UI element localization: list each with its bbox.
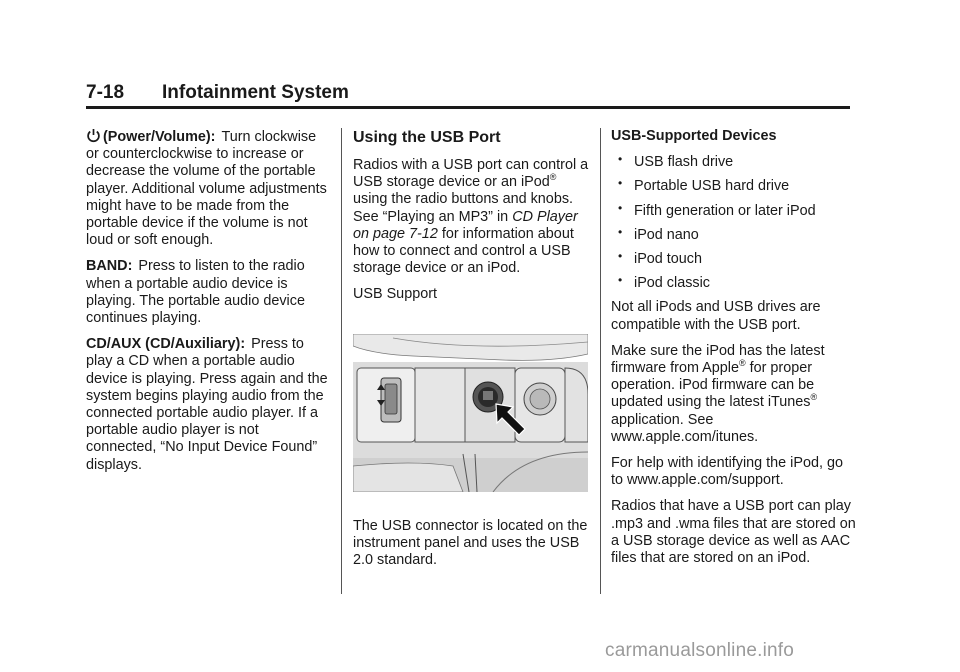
device-name: Fifth generation or later iPod (634, 202, 816, 219)
power-volume-term: (Power/Volume): (103, 129, 216, 145)
usb-caption: The USB connector is located on the instrument panel and uses the USB 2.0 standard. (353, 517, 588, 569)
usb-intro-text: Radios with a USB port can control a USB storage device or an iPod (353, 157, 589, 191)
page-number: 7-18 (86, 82, 125, 103)
usb-devices-subhead: USB-Supported Devices (611, 128, 777, 144)
usb-port-photo (353, 334, 588, 492)
chapter-title: Infotainment System (162, 82, 349, 103)
list-item (611, 154, 856, 171)
cd-player-link[interactable]: CD Player on page 7-12 (353, 208, 578, 242)
list-item (611, 251, 856, 268)
device-name: iPod touch (634, 251, 703, 268)
section-heading: Using the USB Port (353, 129, 501, 146)
bullet-icon: • (618, 152, 623, 167)
column-left (86, 128, 331, 483)
list-item (611, 200, 856, 220)
usb-intro-paragraph (353, 157, 591, 277)
power-volume-paragraph (86, 128, 331, 249)
firmware-text-2: for proper operation. iPod firmware can be updated using the latest iTunes (611, 360, 815, 411)
device-list (611, 154, 856, 292)
band-paragraph (86, 258, 331, 327)
bullet-icon: • (618, 224, 623, 239)
usb-support-subhead: USB Support (353, 286, 437, 303)
device-name: USB flash drive (634, 154, 734, 171)
column-divider (341, 128, 342, 594)
firmware-paragraph (611, 343, 856, 446)
column-right (611, 128, 856, 576)
help-paragraph: For help with identifying the iPod, go to www.apple.com/support. (611, 455, 843, 489)
usb-intro-text-2: using the radio buttons and knobs. See “Playing an MP3” in (353, 191, 574, 225)
registered-mark: ® (810, 392, 818, 403)
cd-aux-paragraph (86, 336, 331, 474)
registered-mark: ® (549, 172, 557, 183)
device-name: iPod nano (634, 226, 699, 243)
registered-mark: ® (738, 358, 746, 369)
firmware-text: Make sure the iPod has the latest firmware from Apple (611, 342, 825, 377)
watermark: carmanualsonline.info (605, 640, 795, 661)
formats-paragraph: Radios that have a USB port can play .mp3 and .wma files that are stored on a USB storage device as well as AAC files that are stored on an iPod. (611, 498, 856, 567)
power-volume-text: Turn clockwise or counterclockwise to increase or decrease the volume of the portable player. Additional volume adjustments might have to be made from the portable device if the volume is not loud or soft enough. (86, 129, 327, 249)
cd-aux-text: Press to play a CD when a portable audio device is playing. Press again and the system begins playing audio from the connected portable audio player. If a portable audio player is not connected, “No Input Device Found” displays. (86, 336, 328, 473)
column-middle (353, 128, 591, 578)
bullet-icon: • (618, 273, 623, 288)
cd-aux-term: CD/AUX (CD/Auxiliary): (86, 336, 246, 353)
list-item (611, 178, 856, 195)
column-divider (600, 128, 601, 594)
firmware-text-3: application. See www.apple.com/itunes. (611, 411, 759, 445)
bullet-icon: • (618, 249, 623, 264)
band-text: Press to listen to the radio when a portable audio device is playing. The portable audio device continues playing. (86, 258, 305, 327)
bullet-icon: • (618, 176, 623, 191)
power-icon (86, 128, 101, 143)
device-name: Portable USB hard drive (634, 178, 790, 195)
device-name: iPod classic (634, 275, 710, 292)
list-item (611, 275, 856, 292)
page-header (86, 80, 850, 109)
compatibility-paragraph: Not all iPods and USB drives are compatible with the USB port. (611, 299, 821, 333)
band-term: BAND: (86, 258, 133, 275)
list-item (611, 224, 856, 244)
usb-intro-text-3: for information about how to connect and control a USB storage device or an iPod. (353, 225, 574, 277)
bullet-icon: • (618, 200, 623, 215)
